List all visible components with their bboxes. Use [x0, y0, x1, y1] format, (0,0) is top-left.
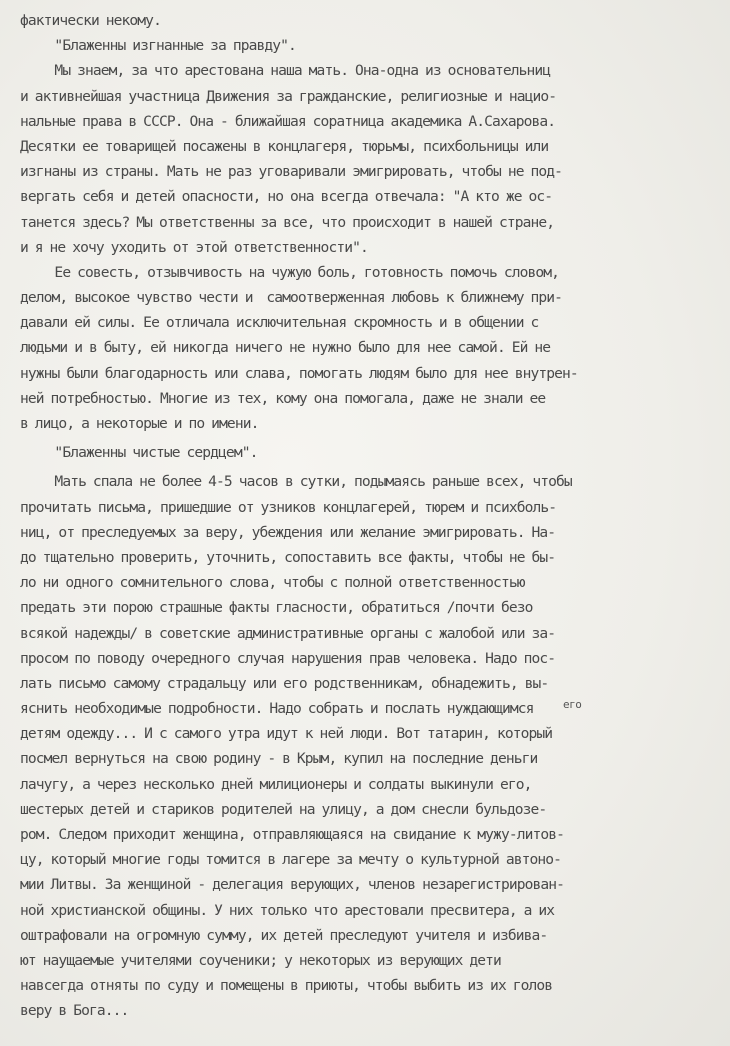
text-line: шестерых детей и стариков родителей на улицу, а дом снесли бульдозе- — [20, 800, 547, 818]
text-line: предать эти порою страшные факты гласности, обратиться /почти безо — [20, 599, 533, 617]
text-line: веру в Бога... — [20, 1002, 129, 1020]
text-line: нужны были благодарность или слава, помогать людям было для нее внутрен- — [20, 364, 578, 382]
text-line: мии Литвы. За женщиной - делегация верующих, членов незарегистрирован- — [20, 876, 565, 894]
text-line: "Блаженны чистые сердцем". — [20, 444, 258, 462]
text-line: танется здесь? Мы ответственны за все, что происходит в нашей стране, — [20, 213, 555, 231]
text-line: нальные права в СССР. Она - ближайшая соратница академика А.Сахарова. — [20, 112, 556, 130]
text-line: в лицо, а некоторые и по имени. — [20, 415, 259, 432]
text-line: оштрафовали на огромную сумму, их детей преследуют учителя и избива- — [20, 926, 548, 944]
text-line: Мы знаем, за что арестована наша мать. Она-одна из основательниц — [20, 62, 551, 80]
text-line: просом по поводу очередного случая нарушения прав человека. Надо пос- — [20, 649, 556, 667]
text-line: до тщательно проверить, уточнить, сопоставить все факты, чтобы не бы- — [20, 548, 556, 566]
handwritten-insertion: его — [563, 698, 582, 711]
text-line-start: яснить необходимые подробности. Надо собрать и послать нуждающимся — [20, 700, 534, 718]
text-line: цу, который многие годы томится в лагере за мечту о культурной автоно- — [20, 851, 562, 869]
text-line: и я не хочу уходить от этой ответственности". — [20, 238, 368, 256]
text-line: прочитать письма, пришедшие от узников концлагерей, тюрем и психболь- — [20, 498, 557, 516]
text-line: ной христианской общины. У них только что арестовали пресвитера, а их — [20, 901, 555, 919]
text-line: ром. Следом приходит женщина, отправляющаяся на свидание к мужу-литов- — [20, 826, 565, 843]
text-line: давали ей силы. Ее отличала исключительная скромность и в общении с — [20, 314, 539, 332]
text-line: ниц, от преследуемых за веру, убеждения или желание эмигрировать. На- — [20, 523, 556, 541]
text-line: изгнаны из страны. Мать не раз уговаривали эмигрировать, чтобы не под- — [20, 163, 563, 181]
text-line: ней потребностью. Многие из тех, кому она помогала, даже не знали ее — [20, 389, 546, 407]
text-line: "Блаженны изгнанные за правду". — [20, 37, 296, 55]
text-line — [20, 696, 724, 721]
text-line: людьми и в быту, ей никогда ничего не нужно было для нее самой. Ей не — [20, 339, 551, 357]
text-line: Ее совесть, отзывчивость на чужую боль, готовность помочь словом, — [20, 263, 560, 281]
text-line: детям одежду... И с самого утра идут к ней люди. Вот татарин, который — [20, 725, 553, 743]
text-line: лачугу, а через несколько дней милиционеры и солдаты выкинули его, — [20, 775, 532, 793]
text-line: посмел вернуться на свою родину - в Крым, купил на последние деньги — [20, 750, 538, 768]
text-line: лать письмо самому страдальцу или его родственникам, обнадежить, вы- — [20, 674, 549, 692]
text-line: навсегда отняты по суду и помещены в приюты, чтобы выбить из их голов — [20, 977, 553, 995]
text-line: Мать спала не более 4-5 часов в сутки, подымаясь раньше всех, чтобы — [20, 473, 572, 491]
text-line: ло ни одного сомнительного слова, чтобы с полной ответственностью — [20, 574, 525, 592]
text-line: вергать себя и детей опасности, но она всегда отвечала: "А кто же ос- — [20, 188, 553, 206]
text-line: всякой надежды/ в советские административные органы с жалобой или за- — [20, 624, 556, 642]
text-line: делом, высокое чувство чести и самоотверженная любовь к ближнему при- — [20, 289, 563, 307]
text-line: и активнейшая участница Движения за гражданские, религиозные и нацио- — [20, 87, 557, 105]
text-line: ют наущаемые учителями соученики; у некоторых из верующих дети — [20, 951, 501, 969]
text-line: Десятки ее товарищей посажены в концлагеря, тюрьмы, психбольницы или — [20, 137, 549, 155]
text-line: фактически некому. — [20, 12, 161, 29]
page-text — [20, 8, 724, 1024]
